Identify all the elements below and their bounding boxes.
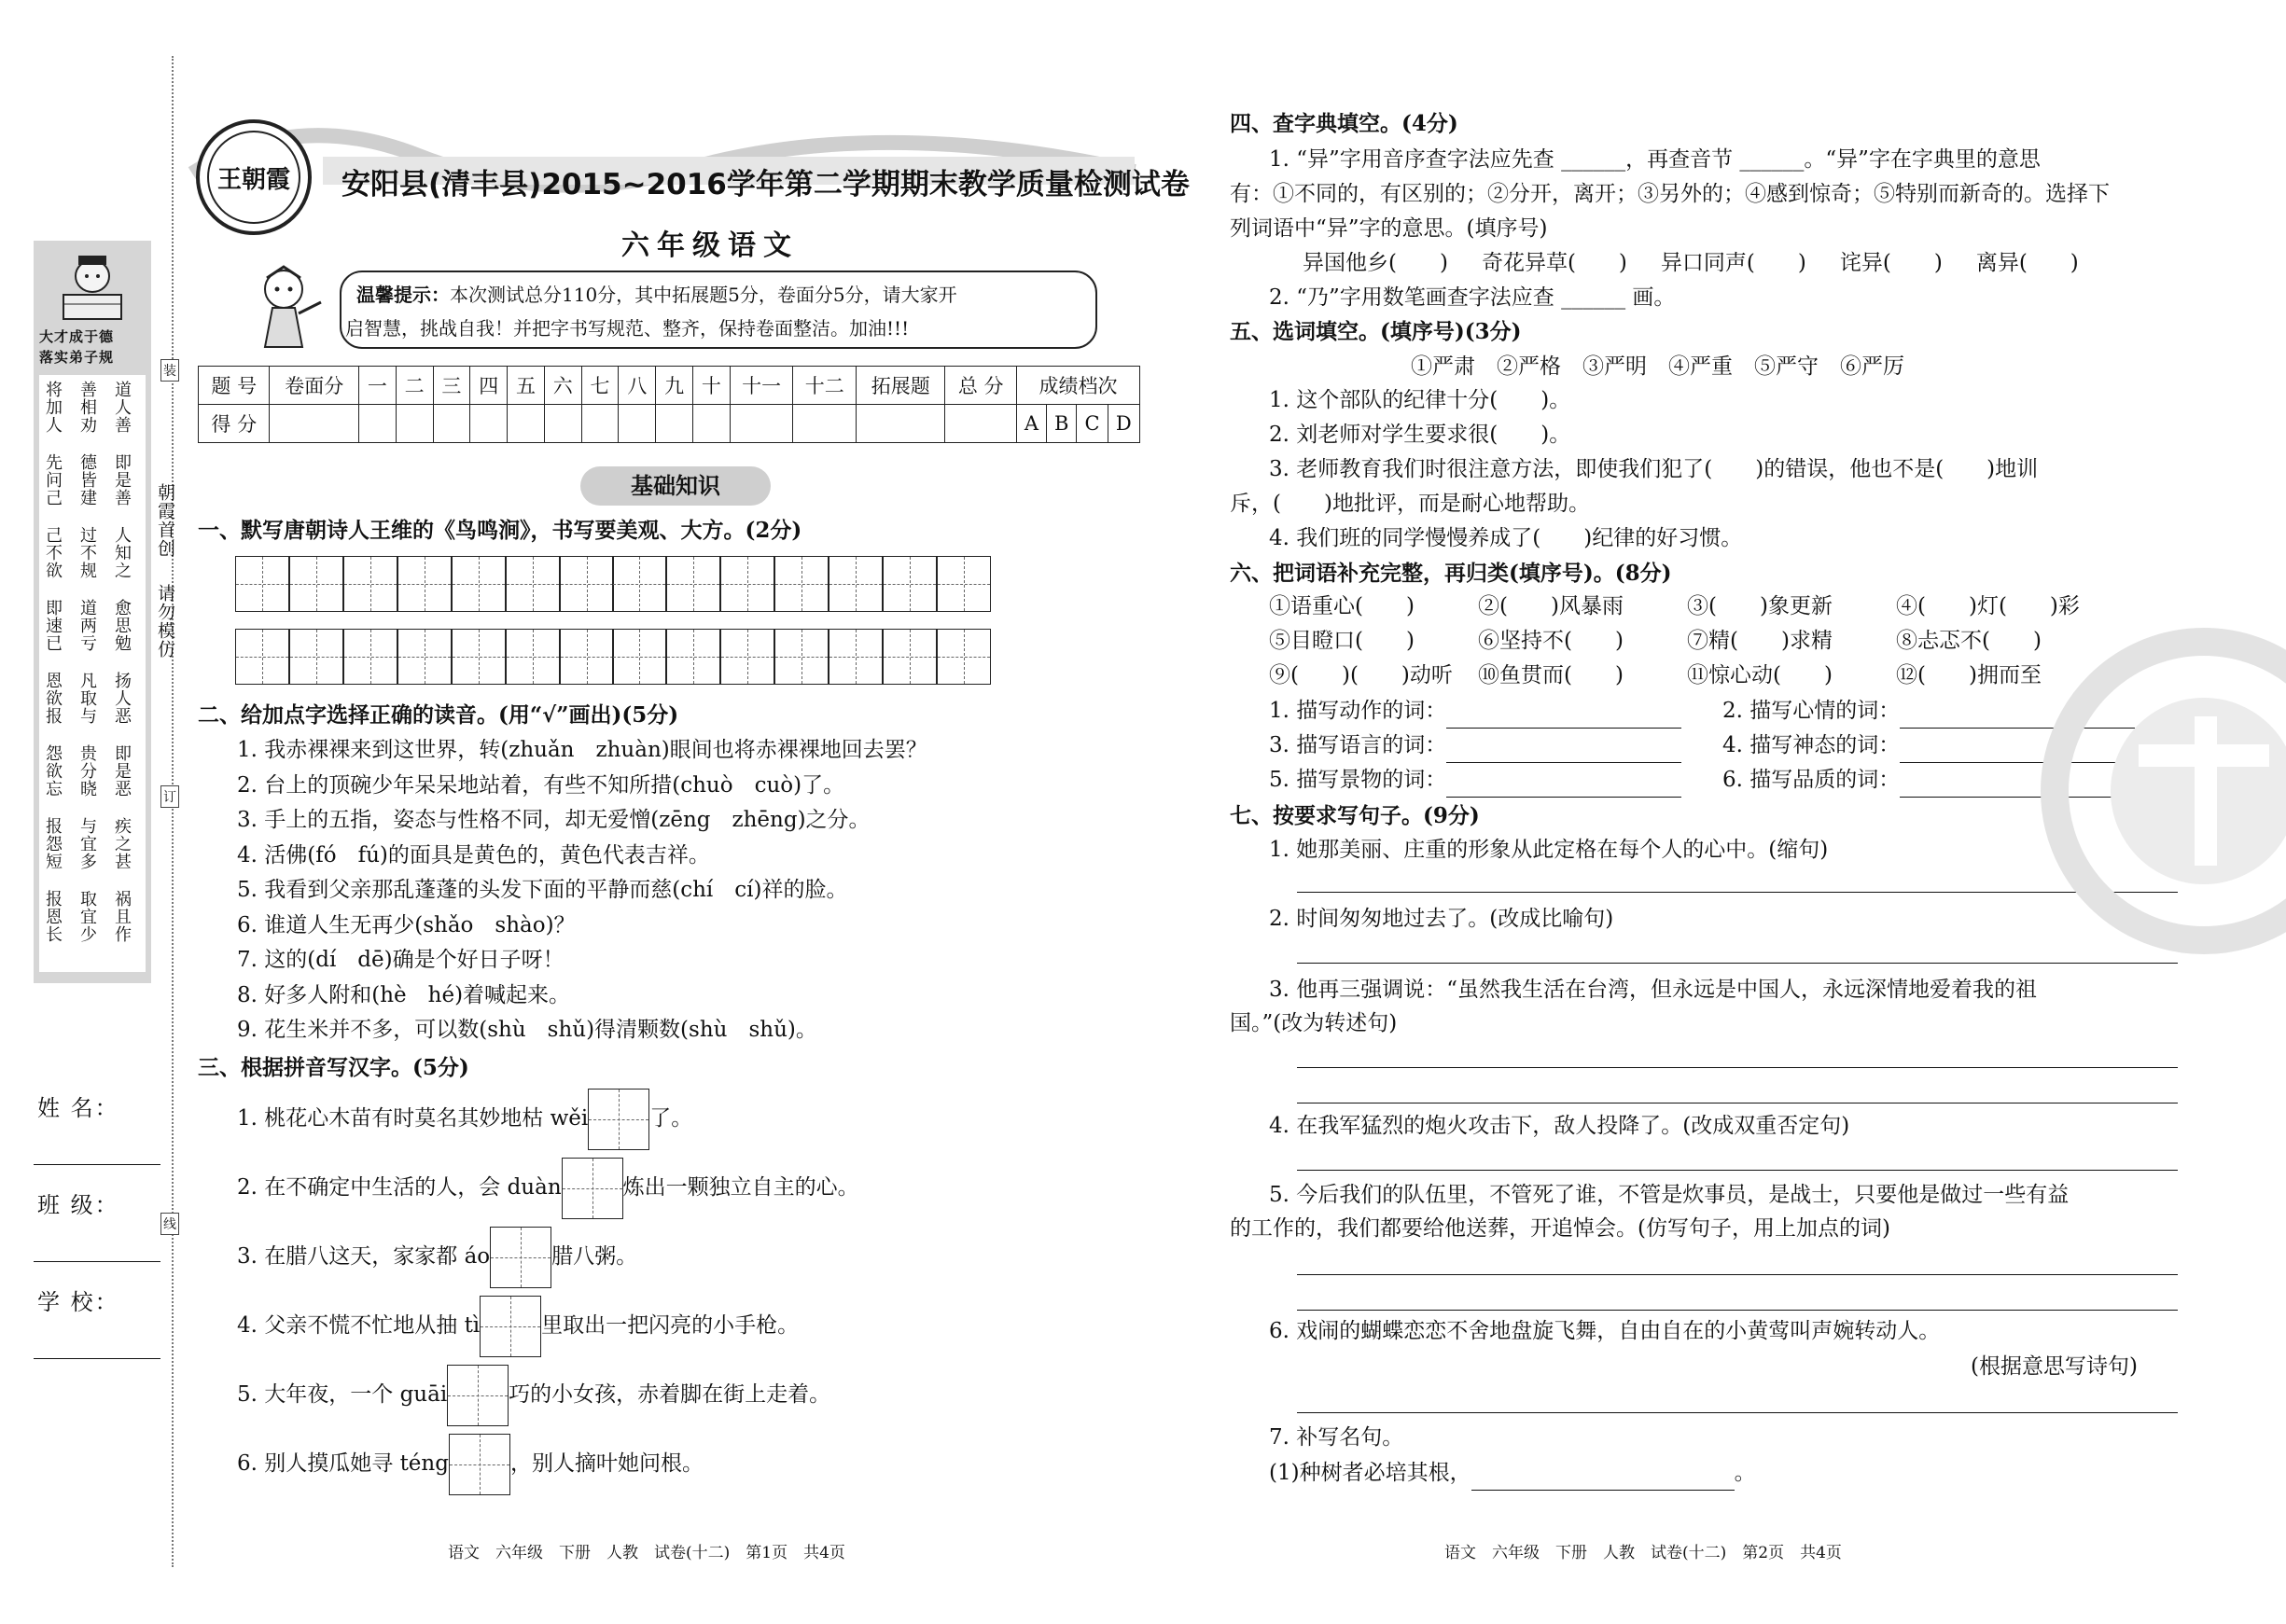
q5-item[interactable]: 斥，( )地批评，而是耐心地帮助。 xyxy=(1230,492,1590,516)
score-header-cell: 题 号 xyxy=(199,367,270,405)
writing-cell[interactable] xyxy=(829,629,883,685)
score-header-cell: 成绩档次 xyxy=(1016,367,1139,405)
footer-left: 语文 六年级 下册 人教 试卷(十二) 第1页 共4页 xyxy=(448,1544,845,1562)
q6-idiom[interactable]: ⑦精( )求精 xyxy=(1687,629,1833,653)
section-badge xyxy=(580,466,771,506)
score-input-cell[interactable] xyxy=(581,405,619,443)
q3-item-rest: 了。 xyxy=(649,1106,693,1131)
q3-answer-box[interactable] xyxy=(588,1089,649,1150)
q6-idiom[interactable]: ④( )灯( )彩 xyxy=(1896,594,2080,618)
section-badge-label: 基础知识 xyxy=(631,472,720,499)
q2-item[interactable]: 6. 谁道人生无再少(shǎo shào)？ xyxy=(237,912,576,937)
tip-line-1: 本次测试总分110分，其中拓展题5分，卷面分5分，请大家开 xyxy=(450,284,957,306)
q6-category xyxy=(1269,729,1722,763)
motto-poem-column: 愈思勉 xyxy=(112,599,132,652)
score-header-cell: 一 xyxy=(358,367,396,405)
watermark-seal xyxy=(2027,623,2286,959)
q6-idiom[interactable]: ⑤目瞪口( ) xyxy=(1269,629,1415,653)
motto-poem-column: 报怨短 xyxy=(43,817,63,870)
q5-item[interactable]: 2. 刘老师对学生要求很( )。 xyxy=(1269,423,1571,447)
score-input-cell[interactable] xyxy=(270,405,358,443)
mascot-illustration xyxy=(244,265,328,354)
tip-line-2: 启智慧，挑战自我！并把字书写规范、整齐，保持卷面整洁。加油!!! xyxy=(345,317,910,340)
q2-item[interactable]: 7. 这的(dí dē)确是个好日子呀！ xyxy=(237,948,565,972)
score-header-cell: 四 xyxy=(470,367,508,405)
q6-category-label: 2. 描写心情的词： xyxy=(1722,699,1901,723)
q6-idiom-rows xyxy=(1269,590,2105,693)
poem-grid-row2-right[interactable] xyxy=(612,629,991,685)
grade-option[interactable]: D xyxy=(1108,405,1139,443)
score-header-cell: 二 xyxy=(396,367,433,405)
q3-item-prompt: 5. 大年夜，一个 guāi xyxy=(237,1382,448,1407)
q6-idiom[interactable]: ⑥坚持不( ) xyxy=(1478,629,1624,653)
q3-item xyxy=(237,1153,859,1222)
q7-s2-answer-line[interactable] xyxy=(1297,963,2178,964)
score-input-cell[interactable] xyxy=(470,405,508,443)
score-input-cell[interactable] xyxy=(730,405,793,443)
q3-item-prompt: 1. 桃花心木苗有时莫名其妙地枯 wěi xyxy=(237,1106,589,1131)
writing-cell[interactable] xyxy=(883,556,937,612)
motto-poem-column: 即是善 xyxy=(112,453,132,507)
writing-cell[interactable] xyxy=(452,556,506,612)
motto-poem-column: 即是恶 xyxy=(112,744,132,798)
writing-cell[interactable] xyxy=(774,556,829,612)
q5-title: 五、选词填空。(填序号)(3分) xyxy=(1230,319,1522,344)
q7-s7a-end: 。 xyxy=(1734,1461,1756,1485)
q7-s6-answer-line[interactable] xyxy=(1297,1412,2178,1413)
q3-item-rest: 巧的小女孩，赤着脚在街上走着。 xyxy=(509,1382,831,1407)
motto-line-2: 落实弟子规 xyxy=(39,349,115,366)
writing-cell[interactable] xyxy=(397,556,452,612)
binding-dotted-line xyxy=(172,56,174,1567)
q7-s2: 2. 时间匆匆地过去了。(改成比喻句) xyxy=(1269,907,1614,931)
writing-cell[interactable] xyxy=(666,556,720,612)
q2-item[interactable]: 2. 台上的顶碗少年呆呆地站着，有些不知所措(chuò cuò)了。 xyxy=(237,772,845,798)
q7-s6: 6. 戏闹的蝴蝶恋恋不舍地盘旋飞舞，自由自在的小黄莺叫声婉转动人。 xyxy=(1269,1319,1941,1343)
q3-item xyxy=(237,1084,859,1153)
q1-title: 一、默写唐朝诗人王维的《鸟鸣涧》，书写要美观、大方。(2分) xyxy=(198,518,802,543)
writing-cell[interactable] xyxy=(937,629,991,685)
q4-word[interactable]: 异口同声( ) xyxy=(1660,251,1806,275)
score-table-header-row xyxy=(199,367,1140,405)
logo-text: 王朝霞 xyxy=(216,165,290,194)
grade-option[interactable]: A xyxy=(1016,405,1046,443)
score-input-cell[interactable] xyxy=(508,405,545,443)
score-header-cell: 拓展题 xyxy=(857,367,945,405)
q6-category-label: 6. 描写品质的词： xyxy=(1722,768,1901,792)
q6-category-label: 3. 描写语言的词： xyxy=(1269,733,1447,757)
footer-right: 语文 六年级 下册 人教 试卷(十二) 第2页 共4页 xyxy=(1444,1544,1842,1562)
q6-category-label: 4. 描写神态的词： xyxy=(1722,733,1901,757)
q5-item[interactable]: 1. 这个部队的纪律十分( )。 xyxy=(1269,388,1571,412)
score-input-cell[interactable] xyxy=(692,405,730,443)
binding-seal-3: 线 xyxy=(160,1213,179,1235)
poem-grid-row1-left[interactable] xyxy=(235,556,614,612)
q7-s3-answer-line-1[interactable] xyxy=(1297,1067,2178,1068)
motto-poem-column: 凡取与 xyxy=(77,672,97,725)
poem-grid-row1-right[interactable] xyxy=(612,556,991,612)
q6-idiom[interactable]: ①语重心( ) xyxy=(1269,594,1415,618)
score-table-score-row[interactable] xyxy=(199,405,1140,443)
exam-title: 安阳县(清丰县)2015~2016学年第二学期期末教学质量检测试卷 xyxy=(342,168,1190,201)
motto-poem-column: 道人善 xyxy=(112,381,132,434)
motto-poem-column: 扬人恶 xyxy=(112,672,132,725)
writing-cell[interactable] xyxy=(560,556,614,612)
subject-title: 六年级语文 xyxy=(621,229,799,262)
q4-line-5: 2. “乃”字用数笔画查字法应查 ______ 画。 xyxy=(1269,285,1676,310)
q2-items xyxy=(237,733,927,1048)
writing-cell[interactable] xyxy=(343,556,397,612)
writing-cell[interactable] xyxy=(560,629,614,685)
q4-word[interactable]: 诧异( ) xyxy=(1839,251,1943,275)
motto-poem-column: 善相劝 xyxy=(77,381,97,434)
class-label: 班 级： xyxy=(37,1192,119,1218)
q6-idiom[interactable]: ⑪惊心动( ) xyxy=(1687,663,1833,687)
writing-cell[interactable] xyxy=(506,629,560,685)
writing-cell[interactable] xyxy=(289,556,343,612)
q4-word[interactable]: 奇花异草( ) xyxy=(1481,251,1627,275)
q7-s5b: 的工作的，我们都要给他送葬，开追悼会。(仿写句子，用上加点的词) xyxy=(1230,1216,1890,1241)
writing-cell[interactable] xyxy=(235,556,289,612)
writing-cell[interactable] xyxy=(720,556,774,612)
q6-idiom[interactable]: ⑩鱼贯而( ) xyxy=(1478,663,1624,687)
q7-title: 七、按要求写句子。(9分) xyxy=(1230,803,1480,828)
writing-cell[interactable] xyxy=(666,629,720,685)
score-header-cell: 总 分 xyxy=(945,367,1016,405)
name-label: 姓 名： xyxy=(37,1095,119,1121)
q3-item-prompt: 2. 在不确定中生活的人，会 duàn xyxy=(237,1175,562,1200)
score-input-cell[interactable] xyxy=(433,405,470,443)
q7-s7a: (1)种树者必培其根， xyxy=(1269,1461,1471,1485)
q3-item xyxy=(237,1429,859,1498)
motto-poem-column: 报恩长 xyxy=(43,890,63,943)
q6-category-blank[interactable] xyxy=(1446,772,1681,798)
q7-s5a: 5. 今后我们的队伍里，不管死了谁，不管是炊事员，是战士，只要他是做过一些有益 xyxy=(1269,1183,2070,1207)
q2-item[interactable]: 5. 我看到父亲那乱蓬蓬的头发下面的平静而慈(chí cí)祥的脸。 xyxy=(237,878,848,902)
q6-idiom[interactable]: ⑨( )( )动听 xyxy=(1269,663,1453,687)
binding-seal-1: 装 xyxy=(160,359,179,382)
score-input-cell[interactable] xyxy=(656,405,693,443)
motto-poem-column: 将加人 xyxy=(43,381,63,434)
motto-poem-column: 疾之甚 xyxy=(112,817,132,870)
motto-poem-column: 先问己 xyxy=(43,453,63,507)
q7-s7: 7. 补写名句。 xyxy=(1269,1425,1404,1450)
score-input-cell[interactable] xyxy=(793,405,857,443)
q6-idiom[interactable]: ⑧忐忑不( ) xyxy=(1896,629,2042,653)
q4-line-3: 列词语中“异”字的意思。(填序号) xyxy=(1230,216,1548,241)
motto-poem-column: 即速已 xyxy=(43,599,63,652)
q3-item-rest: 里取出一把闪亮的小手枪。 xyxy=(541,1313,800,1338)
score-header-cell: 六 xyxy=(544,367,581,405)
q2-item[interactable]: 1. 我赤裸裸来到这世界，转(zhuǎn zhuàn)眼间也将赤裸裸地回去罢？ xyxy=(237,738,927,762)
writing-cell[interactable] xyxy=(883,629,937,685)
grade-option[interactable]: C xyxy=(1077,405,1108,443)
q2-item[interactable]: 8. 好多人附和(hè hé)着喊起来。 xyxy=(237,982,571,1007)
score-header-cell: 十 xyxy=(692,367,730,405)
q4-line-1: 1. “异”字用音序查字法应先查 ______，再查音节 ______。“异”字在字典里的意思 xyxy=(1269,147,2041,172)
score-input-cell[interactable] xyxy=(544,405,581,443)
q3-item-prompt: 3. 在腊八这天，家家都 áo xyxy=(237,1244,491,1269)
q7-s5-answer-line-1[interactable] xyxy=(1297,1274,2178,1275)
q3-items xyxy=(237,1084,859,1498)
q6-row xyxy=(1269,624,2105,659)
q4-word[interactable]: 离异( ) xyxy=(1975,251,2079,275)
q4-line-2: 有：①不同的，有区别的；②分开，离开；③另外的；④感到惊奇；⑤特别而新奇的。选择下 xyxy=(1230,182,2110,206)
score-table xyxy=(198,366,1140,443)
q7-s4-answer-line[interactable] xyxy=(1297,1170,2178,1171)
motto-poem xyxy=(43,381,146,968)
grade-option[interactable]: B xyxy=(1047,405,1077,443)
motto-poem-column: 过不规 xyxy=(77,526,97,579)
writing-cell[interactable] xyxy=(774,629,829,685)
class-line[interactable] xyxy=(34,1261,160,1262)
writing-cell[interactable] xyxy=(289,629,343,685)
vertical-note-2: 请勿模仿 xyxy=(155,584,175,659)
q3-answer-box[interactable] xyxy=(449,1434,510,1495)
poem-grid-row2-left[interactable] xyxy=(235,629,614,685)
q3-answer-box[interactable] xyxy=(490,1227,551,1288)
q6-category-label: 1. 描写动作的词： xyxy=(1269,699,1447,723)
q7-s3b: 国。”(改为转述句) xyxy=(1230,1011,1398,1035)
q5-item[interactable]: 3. 老师教育我们时很注意方法，即使我们犯了( )的错误，他也不是( )地训 xyxy=(1269,457,2039,481)
motto-poem-column: 恩欲报 xyxy=(43,672,63,725)
q3-item-rest: 腊八粥。 xyxy=(551,1244,638,1269)
score-header-cell: 十二 xyxy=(793,367,857,405)
score-header-cell: 三 xyxy=(433,367,470,405)
motto-poem-column: 与宜多 xyxy=(77,817,97,870)
score-row-label: 得 分 xyxy=(199,405,270,443)
q6-category-blank[interactable] xyxy=(1446,738,1681,763)
q3-answer-box[interactable] xyxy=(480,1296,541,1357)
school-line[interactable] xyxy=(34,1358,160,1359)
q6-idiom[interactable]: ③( )象更新 xyxy=(1687,594,1833,618)
school-label: 学 校： xyxy=(37,1289,119,1315)
q5-options: ①严肃 ②严格 ③严明 ④严重 ⑤严守 ⑥严厉 xyxy=(1411,354,1904,379)
writing-cell[interactable] xyxy=(612,629,666,685)
q6-idiom[interactable]: ②( )风暴雨 xyxy=(1478,594,1624,618)
q6-category-label: 5. 描写景物的词： xyxy=(1269,768,1447,792)
q4-words-row xyxy=(1303,245,2112,281)
score-header-cell: 九 xyxy=(656,367,693,405)
q3-answer-box[interactable] xyxy=(447,1365,509,1426)
q6-category-blank[interactable] xyxy=(1446,703,1681,729)
q2-title: 二、给加点字选择正确的读音。(用“√”画出)(5分) xyxy=(198,702,679,728)
q7-s7a-blank[interactable] xyxy=(1471,1464,1735,1491)
vertical-note-1: 朝霞首创 xyxy=(155,483,175,558)
motto-poem-column: 取宜少 xyxy=(77,890,97,943)
score-input-cell[interactable] xyxy=(857,405,945,443)
score-header-cell: 十一 xyxy=(730,367,793,405)
q7-s5-answer-line-2[interactable] xyxy=(1297,1310,2178,1311)
writing-cell[interactable] xyxy=(720,629,774,685)
q3-item-rest: 炼出一颗独立自主的心。 xyxy=(622,1175,859,1200)
motto-poem-column: 德皆建 xyxy=(77,453,97,507)
q6-category xyxy=(1269,763,1722,798)
brand-logo xyxy=(196,119,312,235)
q2-item[interactable]: 9. 花生米并不多，可以数(shù shǔ)得清颗数(shù shǔ)。 xyxy=(237,1018,817,1042)
q3-title: 三、根据拼音写汉字。(5分) xyxy=(198,1055,469,1080)
q3-item-prompt: 4. 父亲不慌不忙地从抽 tì xyxy=(237,1313,481,1338)
q4-title: 四、查字典填空。(4分) xyxy=(1230,111,1458,136)
q3-answer-box[interactable] xyxy=(562,1158,623,1219)
writing-cell[interactable] xyxy=(937,556,991,612)
q6-category xyxy=(1269,694,1722,729)
q6-row xyxy=(1269,590,2105,624)
q3-item-prompt: 6. 别人摸瓜她寻 téng xyxy=(237,1451,449,1476)
motto-poem-column: 道两亏 xyxy=(77,599,97,652)
q7-s1: 1. 她那美丽、庄重的形象从此定格在每个人的心中。(缩句) xyxy=(1269,838,1829,862)
q2-item[interactable]: 4. 活佛(fó fú)的面具是黄色的，黄色代表吉祥。 xyxy=(237,842,710,868)
q7-s7a-row xyxy=(1269,1455,1756,1491)
score-header-cell: 八 xyxy=(619,367,656,405)
writing-cell[interactable] xyxy=(397,629,452,685)
q5-items xyxy=(1230,383,2038,556)
motto-poem-column: 祸且作 xyxy=(112,890,132,943)
motto-line-1: 大才成于德 xyxy=(39,328,115,345)
score-header-cell: 五 xyxy=(508,367,545,405)
q3-item-rest: ，别人摘叶她问根。 xyxy=(509,1451,704,1476)
q6-title: 六、把词语补充完整，再归类(填序号)。(8分) xyxy=(1230,561,1672,586)
writing-cell[interactable] xyxy=(452,629,506,685)
q6-row xyxy=(1269,659,2105,693)
motto-poem-column: 己不欲 xyxy=(43,526,63,579)
q3-item xyxy=(237,1222,859,1291)
q2-item[interactable]: 3. 手上的五指，姿态与性格不同，却无爱憎(zēng zhēng)之分。 xyxy=(237,808,871,832)
score-input-cell[interactable] xyxy=(619,405,656,443)
q7-s4: 4. 在我军猛烈的炮火攻击下，敌人投降了。(改成双重否定句) xyxy=(1269,1114,1850,1138)
score-input-cell[interactable] xyxy=(358,405,396,443)
score-header-cell: 七 xyxy=(581,367,619,405)
tip-bubble xyxy=(340,271,1097,349)
name-line[interactable] xyxy=(34,1164,160,1165)
q7-s6-note: (根据意思写诗句) xyxy=(1971,1354,2138,1379)
q7-s3a: 3. 他再三强调说：“虽然我生活在台湾，但永远是中国人，永远深情地爱着我的祖 xyxy=(1269,978,2038,1002)
writing-cell[interactable] xyxy=(506,556,560,612)
motto-poem-column: 贵分晓 xyxy=(77,744,97,798)
motto-poem-column: 人知之 xyxy=(112,526,132,579)
writing-cell[interactable] xyxy=(235,629,289,685)
score-header-cell: 卷面分 xyxy=(270,367,358,405)
score-input-cell[interactable] xyxy=(945,405,1016,443)
writing-cell[interactable] xyxy=(612,556,666,612)
sidebar-panel xyxy=(34,241,151,983)
q4-word[interactable]: 异国他乡( ) xyxy=(1303,251,1448,275)
tip-label: 温馨提示： xyxy=(356,284,450,306)
q3-item xyxy=(237,1291,859,1360)
binding-seal-2: 订 xyxy=(160,785,179,808)
writing-cell[interactable] xyxy=(829,556,883,612)
cartoon-scholar-illustration xyxy=(47,250,138,325)
q5-item[interactable]: 4. 我们班的同学慢慢养成了( )纪律的好习惯。 xyxy=(1269,526,1743,550)
writing-cell[interactable] xyxy=(343,629,397,685)
q3-item xyxy=(237,1360,859,1429)
motto-poem-column: 怨欲忘 xyxy=(43,744,63,798)
score-input-cell[interactable] xyxy=(396,405,433,443)
q6-idiom[interactable]: ⑫( )拥而至 xyxy=(1896,663,2042,687)
